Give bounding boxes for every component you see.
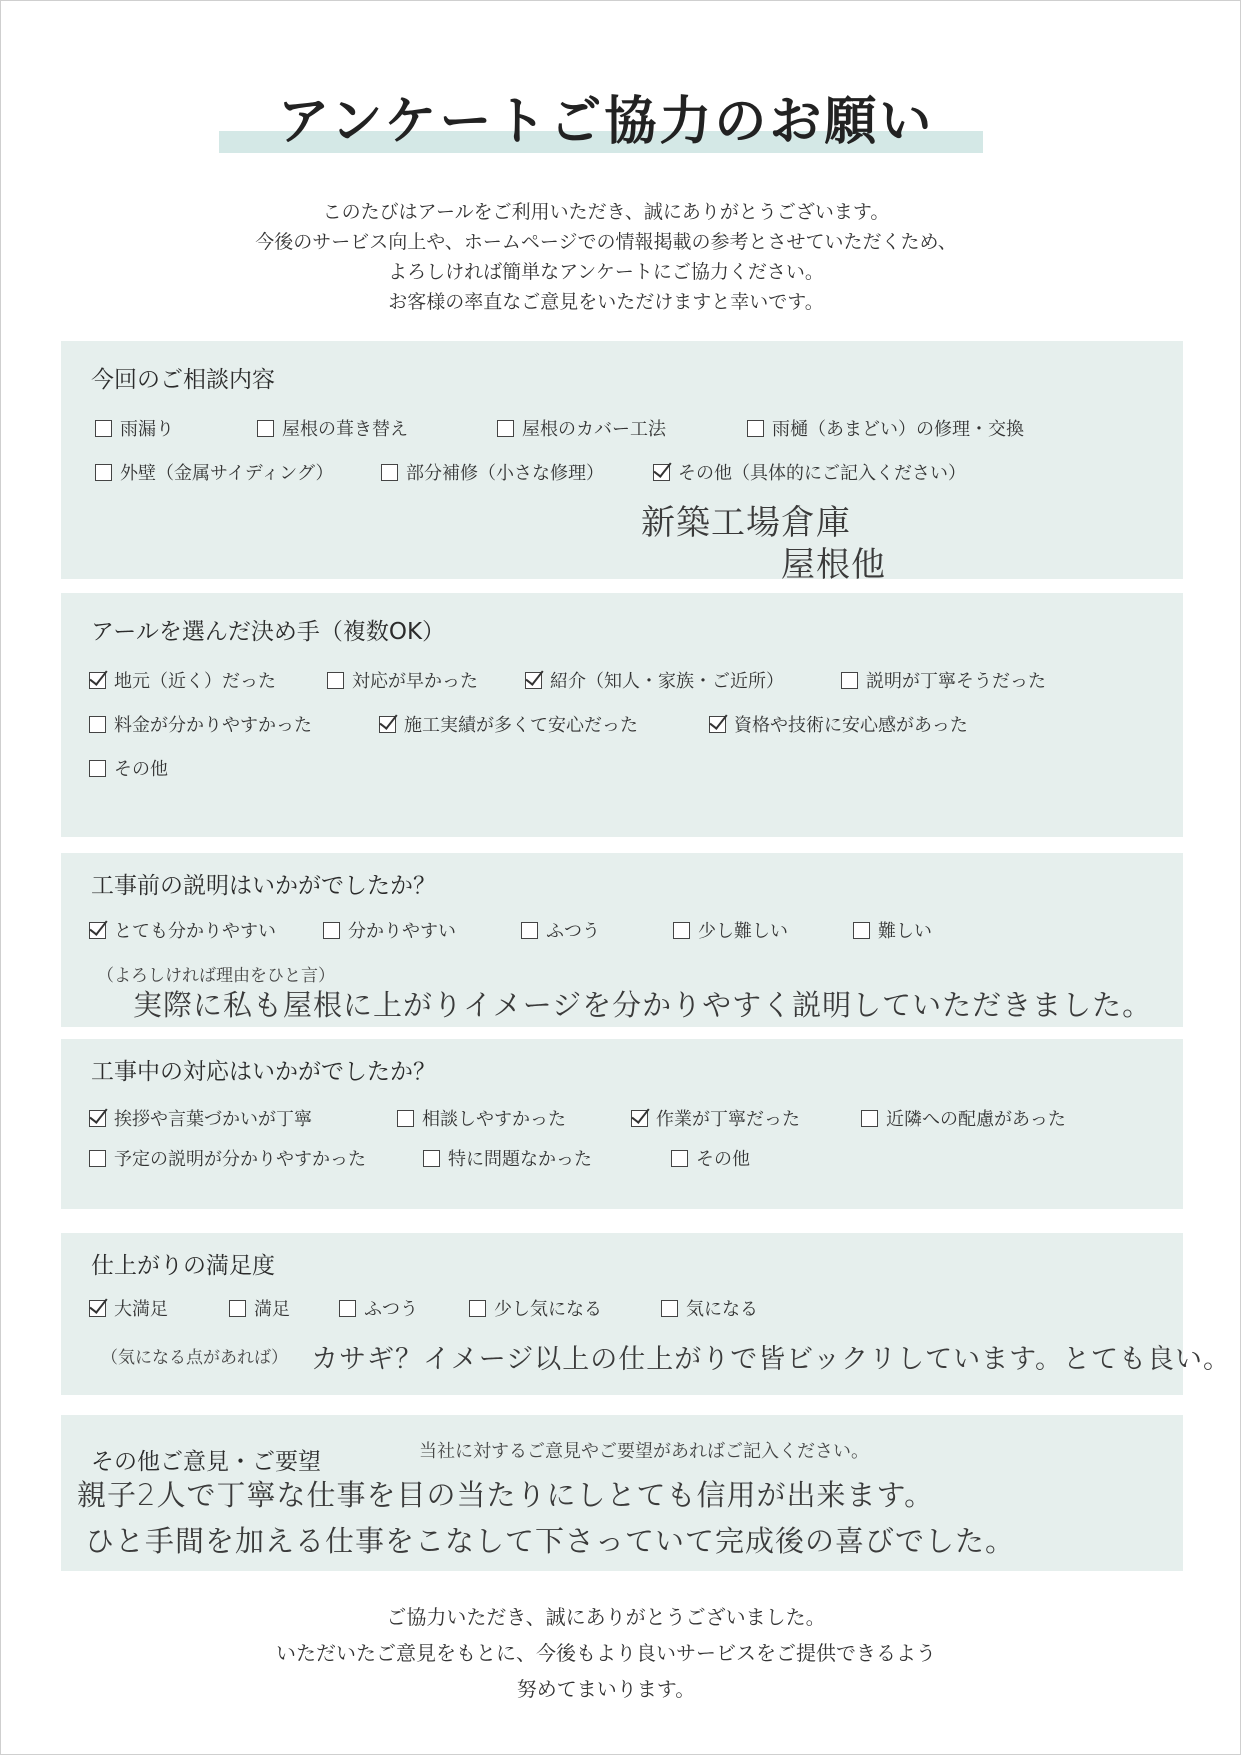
checkbox[interactable] xyxy=(89,1150,106,1167)
option-neighbor-care[interactable] xyxy=(861,1105,1066,1131)
reason-note: （よろしければ理由をひと言） xyxy=(97,966,335,986)
section-comments xyxy=(61,1415,1183,1571)
handwritten-answer: ひと手間を加える仕事をこなして下さっていて完成後の喜びでした。 xyxy=(85,1524,1016,1558)
option-label: 挨拶や言葉づかいが丁寧 xyxy=(114,1109,312,1130)
checkbox[interactable] xyxy=(631,1110,648,1127)
checkbox[interactable] xyxy=(709,716,726,733)
option-bit-difficult[interactable] xyxy=(673,917,788,943)
checkbox[interactable] xyxy=(747,420,764,437)
option-exterior-wall[interactable] xyxy=(95,459,333,485)
option-gutter-repair[interactable] xyxy=(747,415,1024,441)
option-slightly-concerned[interactable] xyxy=(469,1295,602,1321)
closing-line: ご協力いただき、誠にありがとうございました。 xyxy=(386,1605,826,1629)
option-label: 少し気になる xyxy=(494,1299,602,1320)
section-title: その他ご意見・ご要望 xyxy=(91,1449,321,1475)
option-clear-schedule[interactable] xyxy=(89,1145,366,1171)
option-local[interactable] xyxy=(89,667,276,693)
checkbox[interactable] xyxy=(229,1300,246,1317)
option-polite-explanation[interactable] xyxy=(841,667,1046,693)
concern-note: （気になる点があれば） xyxy=(101,1348,288,1368)
checkbox[interactable] xyxy=(89,922,106,939)
handwritten-answer: カサギ？イメージ以上の仕上がりで皆ビックリしています。とても良い。 xyxy=(311,1344,1231,1375)
option-label: 紹介（知人・家族・ご近所） xyxy=(550,671,784,692)
checkbox[interactable] xyxy=(673,922,690,939)
option-cover-method[interactable] xyxy=(497,415,666,441)
option-no-problems[interactable] xyxy=(423,1145,592,1171)
checkbox[interactable] xyxy=(323,922,340,939)
option-label: 難しい xyxy=(878,921,932,942)
checkbox[interactable] xyxy=(653,464,670,481)
option-label: 分かりやすい xyxy=(348,921,456,942)
checkbox[interactable] xyxy=(327,672,344,689)
option-label: 説明が丁寧そうだった xyxy=(866,671,1046,692)
option-easy-consult[interactable] xyxy=(397,1105,566,1131)
checkbox[interactable] xyxy=(89,760,106,777)
checkbox[interactable] xyxy=(381,464,398,481)
handwritten-answer: 親子2人で丁寧な仕事を目の当たりにしとても信用が出来ます。 xyxy=(77,1478,935,1512)
option-label: 地元（近く）だった xyxy=(114,671,276,692)
checkbox[interactable] xyxy=(95,464,112,481)
checkbox[interactable] xyxy=(521,922,538,939)
option-label: とても分かりやすい xyxy=(114,921,276,942)
option-label: 相談しやすかった xyxy=(422,1109,566,1130)
checkbox[interactable] xyxy=(339,1300,356,1317)
option-label: 予定の説明が分かりやすかった xyxy=(114,1149,366,1170)
option-label: 大満足 xyxy=(114,1299,168,1320)
section-title: 今回のご相談内容 xyxy=(91,367,275,393)
checkbox[interactable] xyxy=(861,1110,878,1127)
checkbox[interactable] xyxy=(841,672,858,689)
checkbox[interactable] xyxy=(397,1110,414,1127)
intro-text xyxy=(1,197,1211,317)
option-partial-repair[interactable] xyxy=(381,459,604,485)
handwritten-answer: 実際に私も屋根に上がりイメージを分かりやすく説明していただきました。 xyxy=(133,988,1153,1022)
section-during-work xyxy=(61,1039,1183,1209)
option-other[interactable] xyxy=(89,755,168,781)
page-title-text: アンケートご協力のお願い xyxy=(277,92,935,152)
comments-note: 当社に対するご意見やご要望があればご記入ください。 xyxy=(419,1441,869,1462)
checkbox[interactable] xyxy=(257,420,274,437)
option-track-record[interactable] xyxy=(379,711,638,737)
section-title: 工事中の対応はいかがでしたか？ xyxy=(91,1059,436,1085)
option-label: 料金が分かりやすかった xyxy=(114,715,312,736)
closing-text xyxy=(1,1599,1211,1707)
option-referral[interactable] xyxy=(525,667,784,693)
closing-line: 努めてまいります。 xyxy=(516,1677,696,1701)
option-clear[interactable] xyxy=(323,917,456,943)
option-label: その他 xyxy=(114,759,168,780)
option-label: 施工実績が多くて安心だった xyxy=(404,715,638,736)
option-satisfied[interactable] xyxy=(229,1295,290,1321)
option-fast-response[interactable] xyxy=(327,667,478,693)
option-label: ふつう xyxy=(364,1299,418,1320)
option-clear-pricing[interactable] xyxy=(89,711,312,737)
section-deciding-factor xyxy=(61,593,1183,837)
option-very-clear[interactable] xyxy=(89,917,276,943)
section-satisfaction xyxy=(61,1233,1231,1395)
option-label: 外壁（金属サイディング） xyxy=(120,463,334,484)
option-label: 満足 xyxy=(254,1299,290,1320)
checkbox[interactable] xyxy=(661,1300,678,1317)
option-reroofing[interactable] xyxy=(257,415,408,441)
checkbox[interactable] xyxy=(379,716,396,733)
option-label: その他（具体的にご記入ください） xyxy=(678,463,966,484)
option-very-satisfied[interactable] xyxy=(89,1295,168,1321)
closing-line: いただいたご意見をもとに、今後もより良いサービスをご提供できるよう xyxy=(276,1641,936,1665)
option-label: 部分補修（小さな修理） xyxy=(406,463,604,484)
option-careful-work[interactable] xyxy=(631,1105,800,1131)
checkbox[interactable] xyxy=(525,672,542,689)
option-average[interactable] xyxy=(339,1295,418,1321)
checkbox[interactable] xyxy=(671,1150,688,1167)
option-concerned[interactable] xyxy=(661,1295,758,1321)
checkbox[interactable] xyxy=(89,716,106,733)
option-label: ふつう xyxy=(546,921,600,942)
checkbox[interactable] xyxy=(89,1110,106,1127)
option-other[interactable] xyxy=(671,1145,750,1171)
option-label: 雨漏り xyxy=(120,419,174,440)
handwritten-answer: 屋根他 xyxy=(781,545,886,585)
option-difficult[interactable] xyxy=(853,917,932,943)
section-title: 仕上がりの満足度 xyxy=(91,1253,275,1279)
checkbox[interactable] xyxy=(469,1300,486,1317)
option-label: 作業が丁寧だった xyxy=(656,1109,800,1130)
checkbox[interactable] xyxy=(89,672,106,689)
checkbox[interactable] xyxy=(853,922,870,939)
option-qualifications[interactable] xyxy=(709,711,968,737)
intro-line: お客様の率直なご意見をいただけますと幸いです。 xyxy=(388,291,824,313)
checkbox[interactable] xyxy=(95,420,112,437)
section-title: アールを選んだ決め手（複数OK） xyxy=(91,619,446,645)
option-polite-greeting[interactable] xyxy=(89,1105,312,1131)
option-average[interactable] xyxy=(521,917,600,943)
option-label: 屋根の葺き替え xyxy=(282,419,408,440)
checkbox[interactable] xyxy=(497,420,514,437)
option-label: 資格や技術に安心感があった xyxy=(734,715,968,736)
handwritten-answer: 新築工場倉庫 xyxy=(641,503,851,543)
section-pre-explanation xyxy=(61,853,1183,1027)
option-label: 対応が早かった xyxy=(352,671,478,692)
option-label: その他 xyxy=(696,1149,750,1170)
option-label: 少し難しい xyxy=(698,921,788,942)
page-title xyxy=(1,79,1211,154)
option-other[interactable] xyxy=(653,459,966,485)
section-title: 工事前の説明はいかがでしたか？ xyxy=(91,873,436,899)
checkbox[interactable] xyxy=(423,1150,440,1167)
option-label: 雨樋（あまどい）の修理・交換 xyxy=(772,419,1024,440)
section-consultation xyxy=(61,341,1183,585)
intro-line: 今後のサービス向上や、ホームページでの情報掲載の参考とさせていただくため、 xyxy=(255,231,957,253)
option-label: 近隣への配慮があった xyxy=(886,1109,1066,1130)
intro-line: よろしければ簡単なアンケートにご協力ください。 xyxy=(388,261,824,283)
checkbox[interactable] xyxy=(89,1300,106,1317)
option-label: 特に問題なかった xyxy=(448,1149,592,1170)
option-label: 気になる xyxy=(686,1299,758,1320)
option-rain-leak[interactable] xyxy=(95,415,174,441)
intro-line: このたびはアールをご利用いただき、誠にありがとうございます。 xyxy=(322,201,890,223)
option-label: 屋根のカバー工法 xyxy=(522,419,666,440)
